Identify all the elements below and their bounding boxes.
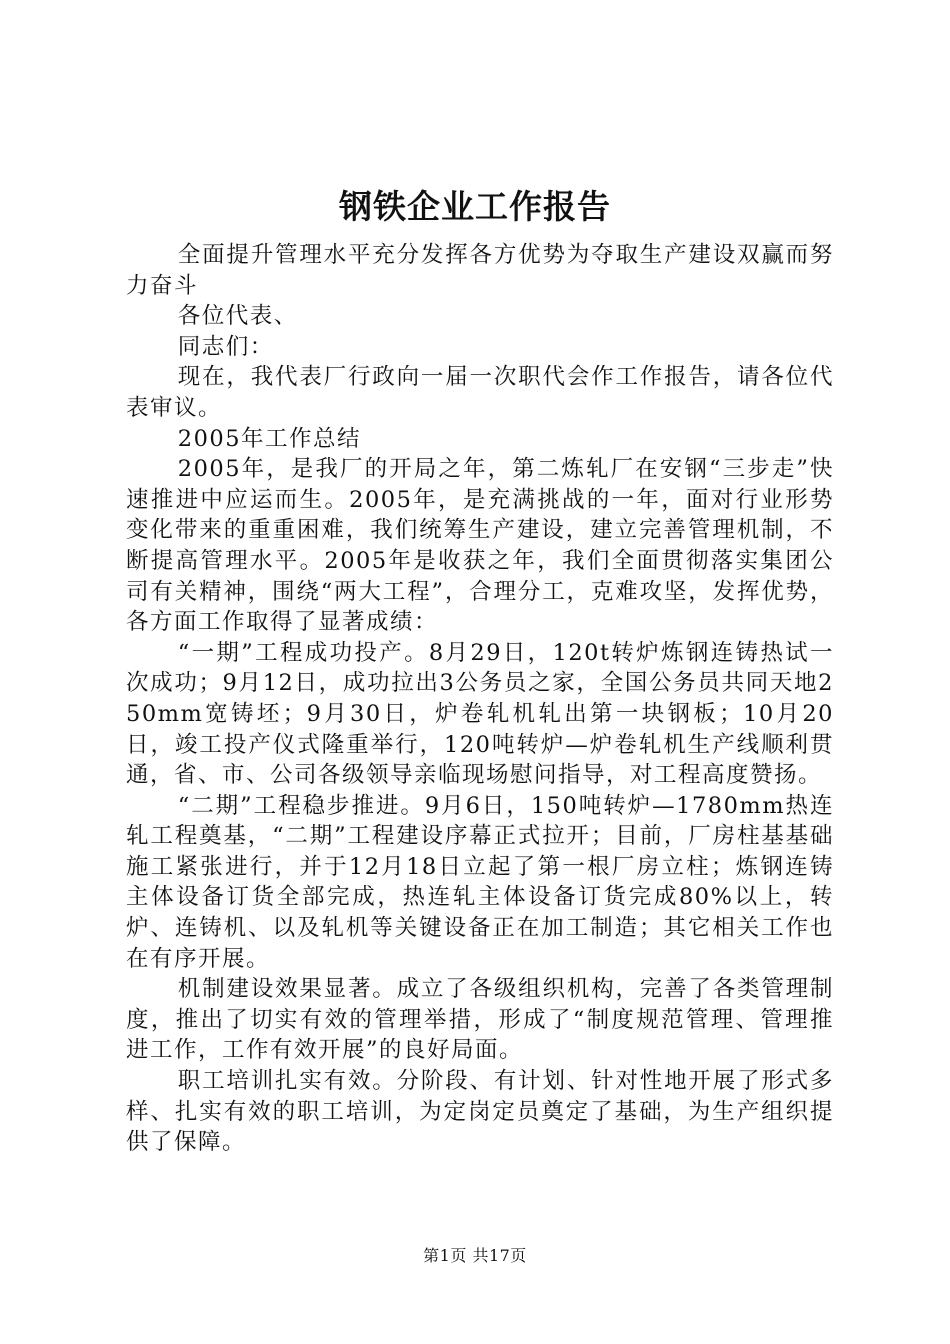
subtitle-paragraph: 全面提升管理水平充分发挥各方优势为夺取生产建设双赢而努力奋斗 [126,242,834,299]
salutation-representatives: 各位代表、 [177,303,298,330]
salutation-comrades: 同志们： [177,333,274,360]
document-title: 钢铁企业工作报告 [339,187,611,226]
phase-two-paragraph: “二期”工程稳步推进。9月6日，150吨转炉—1780mm热连轧工程奠基，“二期”工程建设序幕正式拉开；目前，厂房柱基基础施工紧张进行，并于12月18日立起了第一根厂房立柱；炼钢连铸主体设备订货全部完成，热连轧主体设备订货完成80%以上，转炉、连铸机、以及轧机等关键设备正在加工制造；其它相关工作也在有序开展。 [126,792,834,972]
phase-one-paragraph: “一期”工程成功投产。8月29日，120t转炉炼钢连铸热试一次成功；9月12日，成功拉出3公务员之家，全国公务员共同天地250mm宽铸坯；9月30日，炉卷轧机轧出第一块钢板；10月20日，竣工投产仪式隆重举行，120吨转炉—炉卷轧机生产线顺利贯通，省、市、公司各级领导亲临现场慰问指导，对工程高度赞扬。 [126,639,834,789]
page-footer: 第1页 共17页 [423,1246,527,1265]
intro-paragraph: 现在，我代表厂行政向一届一次职代会作工作报告，请各位代表审议。 [126,364,834,421]
mechanism-paragraph: 机制建设效果显著。成立了各级组织机构，完善了各类管理制度，推出了切实有效的管理举措，形成了“制度规范管理、管理推进工作，工作有效开展”的良好局面。 [126,976,834,1064]
document-body [126,240,834,1158]
section-heading: 2005年工作总结 [177,425,362,452]
training-paragraph: 职工培训扎实有效。分阶段、有计划、针对性地开展了形式多样、扎实有效的职工培训，为定岗定员奠定了基础，为生产组织提供了保障。 [126,1068,834,1156]
summary-paragraph: 2005年，是我厂的开局之年，第二炼轧厂在安钢“三步走”快速推进中应运而生。2005年，是充满挑战的一年，面对行业形势变化带来的重重困难，我们统筹生产建设，建立完善管理机制，不断提高管理水平。2005年是收获之年，我们全面贯彻落实集团公司有关精神，围绕“两大工程”，合理分工，克难攻坚，发挥优势，各方面工作取得了显著成绩： [126,456,834,636]
